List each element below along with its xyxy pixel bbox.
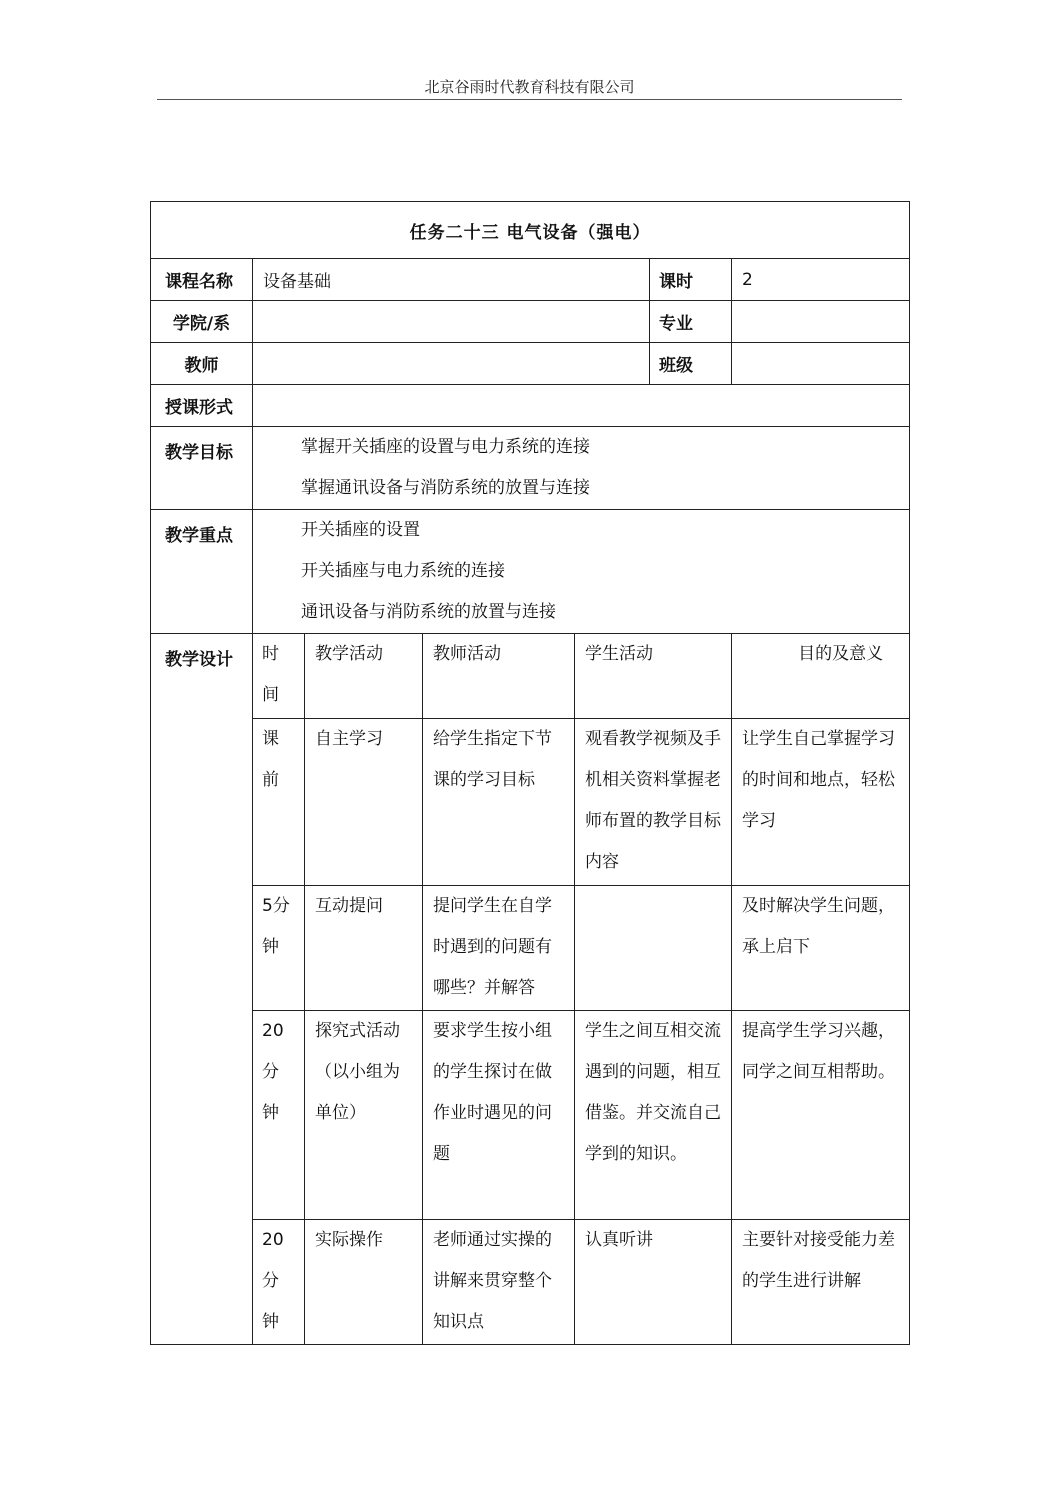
major-value: [732, 301, 910, 343]
course-name-label: 课程名称: [151, 259, 253, 301]
class-value: [732, 343, 910, 385]
header-divider: [157, 99, 902, 100]
class-hours-label: 课时: [650, 259, 732, 301]
design-label: 教学设计: [151, 634, 253, 1345]
focus-item: 开关插座与电力系统的连接: [301, 561, 505, 581]
row-teacher: 提问学生在自学时遇到的问题有哪些？并解答: [433, 896, 552, 998]
row-teacher: 给学生指定下节课的学习目标: [433, 729, 552, 790]
row-purpose: 及时解决学生问题，承上启下: [742, 896, 895, 957]
row-student: 认真听讲: [585, 1230, 653, 1250]
major-label: 专业: [650, 301, 732, 343]
teacher-value: [253, 343, 650, 385]
class-hours-value: 2: [732, 259, 910, 301]
row-time: 20分钟: [262, 1021, 284, 1123]
row-time: 20分钟: [262, 1230, 284, 1332]
row-student: 观看教学视频及手机相关资料掌握老师布置的教学目标内容: [585, 729, 721, 872]
header-time: 时间: [262, 644, 279, 705]
row-teacher: 老师通过实操的讲解来贯穿整个知识点: [433, 1230, 552, 1332]
teacher-label: 教师: [151, 343, 253, 385]
teaching-form-label: 授课形式: [151, 385, 253, 427]
table-row: [151, 1220, 910, 1345]
focus-label: 教学重点: [151, 510, 253, 634]
goals-label: 教学目标: [151, 427, 253, 510]
row-activity: 自主学习: [315, 729, 383, 749]
header-activity: 教学活动: [315, 644, 383, 664]
row-time: 课前: [262, 729, 279, 790]
row-activity: 探究式活动（以小组为单位）: [315, 1021, 400, 1123]
row-purpose: 主要针对接受能力差的学生进行讲解: [742, 1230, 895, 1291]
goal-item: 掌握开关插座的设置与电力系统的连接: [301, 437, 590, 457]
row-time: 5分钟: [262, 896, 290, 957]
college-value: [253, 301, 650, 343]
class-label: 班级: [650, 343, 732, 385]
header-teacher: 教师活动: [433, 644, 501, 664]
row-activity: 互动提问: [315, 896, 383, 916]
row-activity: 实际操作: [315, 1230, 383, 1250]
header-purpose: 目的及意义: [798, 644, 884, 664]
header-student: 学生活动: [585, 644, 653, 664]
row-purpose: 提高学生学习兴趣，同学之间互相帮助。: [742, 1021, 895, 1082]
table-row: [151, 719, 910, 886]
focus-item: 通讯设备与消防系统的放置与连接: [301, 602, 556, 622]
goal-item: 掌握通讯设备与消防系统的放置与连接: [301, 478, 590, 498]
table-row: [151, 1011, 910, 1220]
course-name-value: 设备基础: [253, 259, 650, 301]
row-purpose: 让学生自己掌握学习的时间和地点，轻松学习: [742, 729, 895, 831]
row-teacher: 要求学生按小组的学生探讨在做作业时遇见的问题: [433, 1021, 552, 1164]
document-title: 任务二十三 电气设备（强电）: [151, 202, 910, 259]
row-student: 学生之间互相交流遇到的问题，相互借鉴。并交流自己学到的知识。: [585, 1021, 721, 1164]
table-row: [151, 886, 910, 1011]
focus-item: 开关插座的设置: [301, 520, 420, 540]
college-label: 学院/系: [151, 301, 253, 343]
teaching-form-value: [253, 385, 910, 427]
company-header: 北京谷雨时代教育科技有限公司: [424, 78, 635, 96]
lesson-plan-table: [150, 201, 910, 1345]
